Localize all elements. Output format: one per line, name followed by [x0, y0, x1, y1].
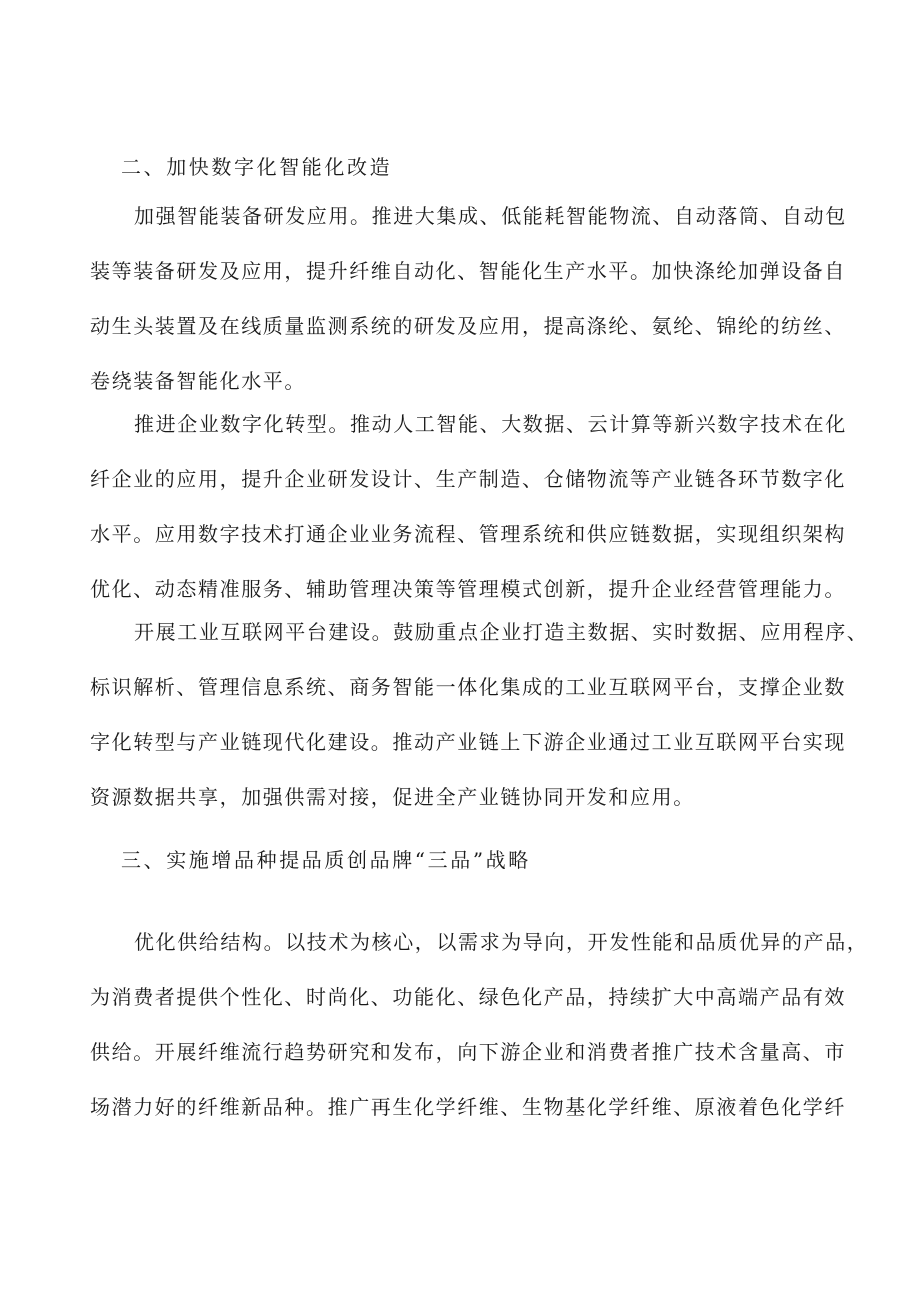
paragraph-line: 推进企业数字化转型。推动人工智能、大数据、云计算等新兴数字技术在化: [134, 412, 847, 436]
paragraph-line: 优化供给结构。以技术为核心，以需求为导向，开发性能和品质优异的产品，: [134, 930, 869, 954]
paragraph-line: 资源数据共享，加强供需对接，促进全产业链协同开发和应用。: [90, 785, 695, 809]
paragraph-line: 卷绕装备智能化水平。: [90, 369, 306, 393]
paragraph-line: 字化转型与产业链现代化建设。推动产业链上下游企业通过工业互联网平台实现: [90, 730, 846, 754]
section-heading: 二、加快数字化智能化改造: [121, 155, 393, 179]
paragraph-line: 水平。应用数字技术打通企业业务流程、管理系统和供应链数据，实现组织架构: [90, 522, 846, 546]
paragraph-line: 优化、动态精准服务、辅助管理决策等管理模式创新，提升企业经营管理能力。: [90, 577, 846, 601]
paragraph-line: 开展工业互联网平台建设。鼓励重点企业打造主数据、实时数据、应用程序、: [134, 620, 869, 644]
paragraph-line: 纤企业的应用，提升企业研发设计、生产制造、仓储物流等产业链各环节数字化: [90, 467, 846, 491]
paragraph-line: 动生头装置及在线质量监测系统的研发及应用，提高涤纶、氨纶、锦纶的纺丝、: [90, 314, 846, 338]
paragraph-line: 标识解析、管理信息系统、商务智能一体化集成的工业互联网平台，支撑企业数: [90, 675, 846, 699]
paragraph-line: 加强智能装备研发应用。推进大集成、低能耗智能物流、自动落筒、自动包: [134, 204, 847, 228]
paragraph-line: 装等装备研发及应用，提升纤维自动化、智能化生产水平。加快涤纶加弹设备自: [90, 259, 846, 283]
section-heading: 三、实施增品种提品质创品牌“三品”战略: [121, 848, 531, 872]
paragraph-line: 供给。开展纤维流行趋势研究和发布，向下游企业和消费者推广技术含量高、市: [90, 1040, 846, 1064]
paragraph-line: 为消费者提供个性化、时尚化、功能化、绿色化产品，持续扩大中高端产品有效: [90, 985, 846, 1009]
paragraph-line: 场潜力好的纤维新品种。推广再生化学纤维、生物基化学纤维、原液着色化学纤: [90, 1095, 846, 1119]
